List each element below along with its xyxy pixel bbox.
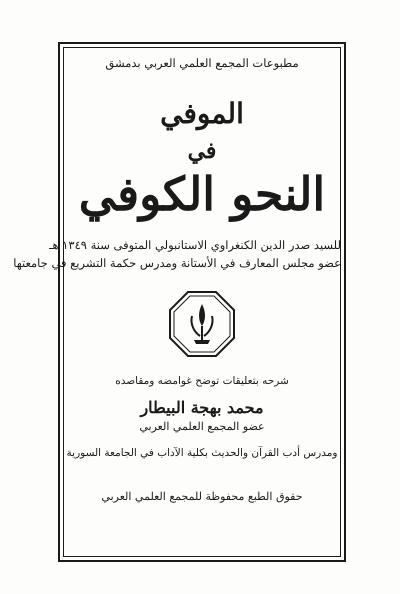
rights-notice: حقوق الطبع محفوظة للمجمع العلمي العربي (101, 490, 303, 503)
author-role: عضو مجلس المعارف في الأستانة ومدرس حكمة التشريع في جامعتها (13, 256, 341, 270)
title-line-3: النحو الكوفي (78, 167, 326, 221)
editor-role: عضو المجمع العلمي العربي (139, 420, 265, 433)
editor-teaching: ومدرس أدب القرآن والحديث بكلية الآداب في الجامعة السورية (66, 447, 338, 459)
academy-seal-icon (168, 290, 236, 358)
author-line: للسيد صدر الدين الكنغراوي الاستانبولي المتوفى سنة ١٣٤٩ هـ (49, 238, 341, 252)
title-line-2: في (187, 138, 217, 164)
series-line: مطبوعات المجمع العلمي العربي بدمشق (105, 56, 299, 70)
title-line-1: الموفي (160, 97, 244, 130)
editor-name: محمد بهجة البيطار (140, 398, 264, 417)
commentary-note: شرحه بتعليقات توضح غوامضه ومقاصده (115, 375, 289, 387)
